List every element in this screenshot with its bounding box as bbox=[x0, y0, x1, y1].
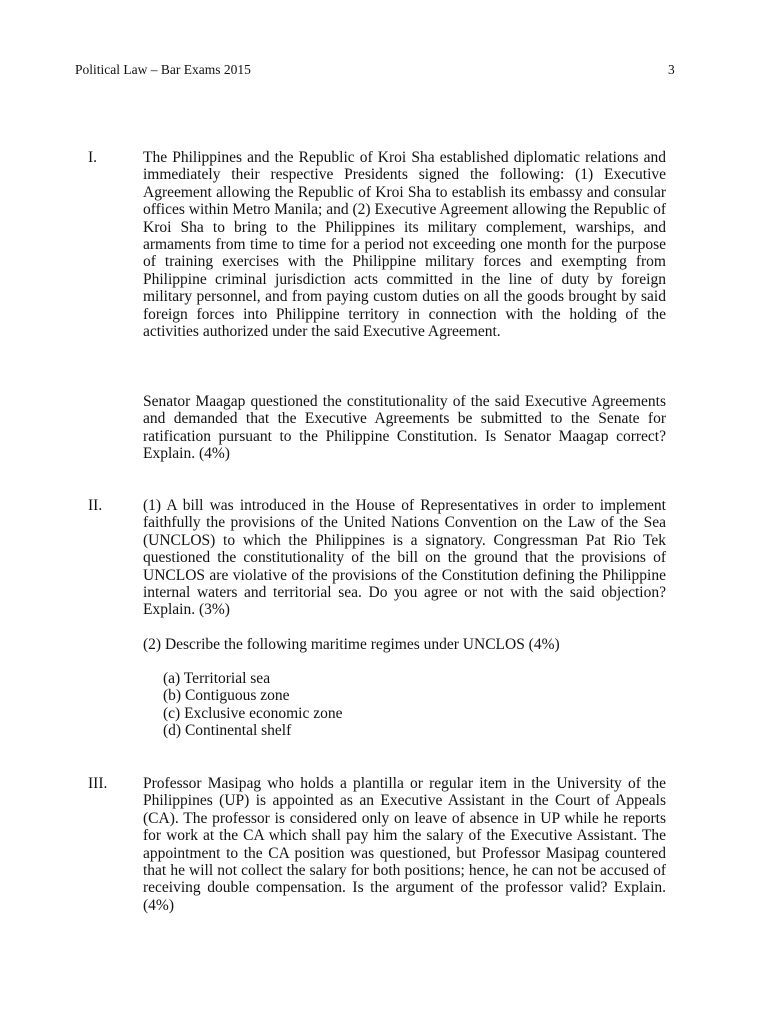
list-item: (b) Contiguous zone bbox=[163, 687, 290, 705]
page-header-title: Political Law – Bar Exams 2015 bbox=[75, 62, 251, 77]
question-1-paragraph-2: Senator Maagap questioned the constitutionality of the said Executive Agreements and demanded that the Executive Agreements be submitted to the Senate for ratification pursuant to the Philippine Constitution. Is Senator Maagap correct? Explain. (4%) bbox=[143, 393, 666, 463]
list-item: (d) Continental shelf bbox=[163, 722, 292, 740]
question-numeral-1: I. bbox=[88, 149, 98, 166]
question-numeral-2: II. bbox=[88, 497, 103, 514]
list-item: (c) Exclusive economic zone bbox=[163, 704, 343, 722]
question-1-paragraph-1: The Philippines and the Republic of Kroi Sha established diplomatic relations and immediately their respective Presidents signed the following: (1) Executive Agreement allowing the Republic of Kroi Sha to establish its embassy and consular offices within Metro Manila; and (2) Executive Agreement allowing the Republic of Kroi Sha to bring to the Philippines its military complement, warships, and armaments from time to time for a period not exceeding one month for the purpose of training exercises with the Philippine military forces and exempting from Philippine criminal jurisdiction acts committed in the line of duty by foreign military personnel, and from paying custom duties on all the goods brought by said foreign forces into Philippine territory in connection with the holding of the activities authorized under the said Executive Agreement. bbox=[143, 149, 666, 341]
list-item: (a) Territorial sea bbox=[163, 670, 271, 687]
maritime-regimes-list bbox=[163, 670, 342, 740]
question-2-paragraph-2: (2) Describe the following maritime regimes under UNCLOS (4%) bbox=[143, 636, 560, 653]
page-number: 3 bbox=[668, 62, 675, 77]
question-2-paragraph-1: (1) A bill was introduced in the House of Representatives in order to implement faithfully the provisions of the United Nations Convention on the Law of the Sea (UNCLOS) to which the Philippines is a signatory. Congressman Pat Rio Tek questioned the constitutionality of the bill on the ground that the provisions of UNCLOS are violative of the provisions of the Constitution defining the Philippine internal waters and territorial sea. Do you agree or not with the said objection? Explain. (3%) bbox=[143, 497, 666, 619]
question-3-paragraph-1: Professor Masipag who holds a plantilla or regular item in the University of the Philippines (UP) is appointed as an Executive Assistant in the Court of Appeals (CA). The professor is considered only on leave of absence in UP while he reports for work at the CA which shall pay him the salary of the Executive Assistant. The appointment to the CA position was questioned, but Professor Masipag countered that he will not collect the salary for both positions; hence, he can not be accused of receiving double compensation. Is the argument of the professor valid? Explain. (4%) bbox=[143, 775, 666, 914]
question-numeral-3: III. bbox=[88, 775, 108, 792]
